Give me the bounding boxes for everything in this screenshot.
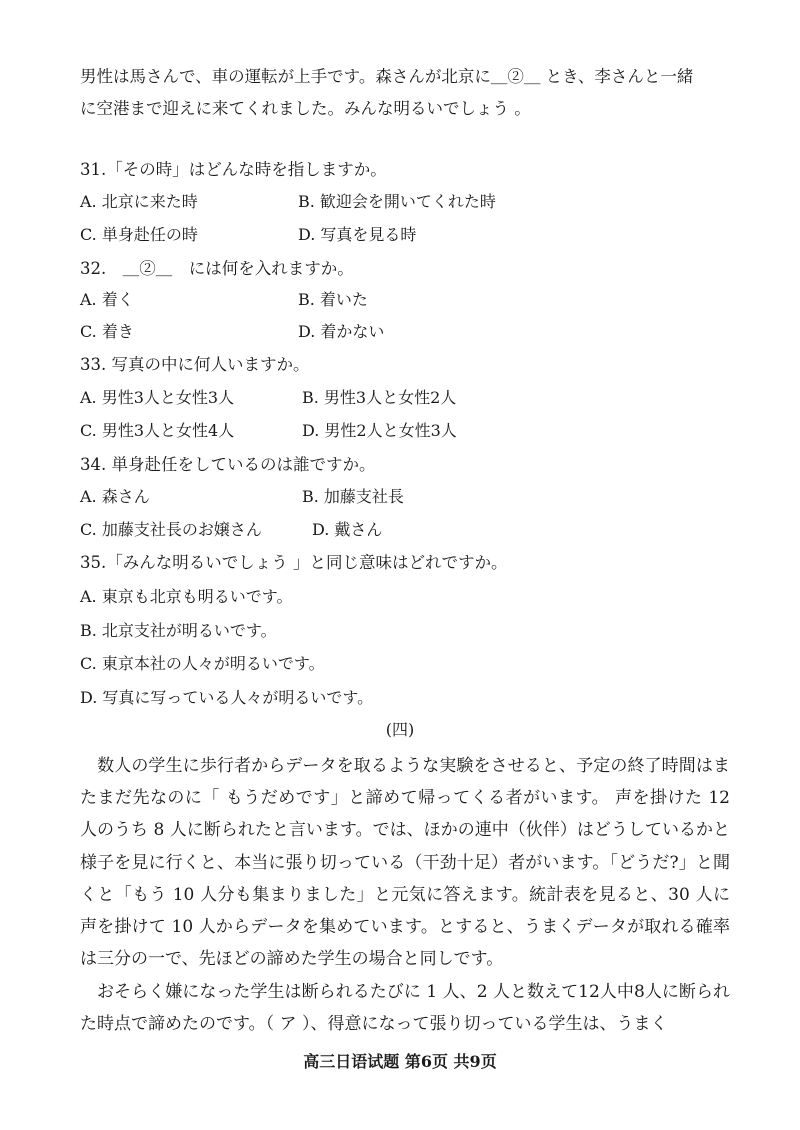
page-footer: 高三日语试题 第6页 共9页 [303, 1052, 497, 1071]
question-31-stem: 31.「その時」はどんな時を指しますか。 [80, 160, 387, 179]
question-35-option-d: D. 写真に写っている人々が明るいです。 [80, 688, 374, 707]
question-32-option-a: A. 着く [80, 290, 134, 309]
question-34-option-b: B. 加藤支社長 [302, 487, 404, 506]
question-34-option-c: C. 加藤支社長のお嬢さん [80, 520, 262, 539]
question-33-stem: 33. 写真の中に何人いますか。 [80, 355, 310, 374]
question-34-option-a: A. 森さん [80, 487, 150, 506]
question-34-option-d: D. 戴さん [312, 520, 383, 539]
intro-line-2: に空港まで迎えに来てくれました。みんな明るいでしょう 。 [80, 99, 531, 118]
question-31-option-c: C. 単身赴任の時 [80, 225, 198, 244]
question-32-option-d: D. 着かない [298, 322, 385, 341]
question-33-option-d: D. 男性2人と女性3人 [302, 421, 457, 440]
question-35-option-c: C. 東京本社の人々が明るいです。 [80, 654, 325, 673]
question-33-option-c: C. 男性3人と女性4人 [80, 421, 235, 440]
question-31-option-b: B. 歓迎会を開いてくれた時 [298, 192, 496, 211]
section-title: (四) [385, 720, 415, 739]
intro-line-1: 男性は馬さんで、車の運転が上手です。森さんが北京に＿②＿ とき、李さんと一緒 [80, 67, 694, 86]
reading-paragraph-1: 数人の学生に歩行者からデータを取るような実験をさせると、予定の終了時間はまたまだ先なのに「 もうだめです」と諦めて帰ってくる者がいます。 声を掛けた 12 人のうち 8 人に断られたと言います。では、ほかの連中（伙伴）はどうしているかと様子を見に行くと、本当に張り切っている（干劲十足）者がいます。「どうだ?」と聞くと「もう 10 人分も集まりました」と元気に答えます。統計表を見ると、30 人に声を掛けて 10 人からデータを集めています。とすると、うまくデータが取れる確率は三分の一で、先ほどの諦めた学生の場合と同しです。 [80, 756, 730, 970]
question-32-option-c: C. 着き [80, 322, 134, 341]
question-33-option-b: B. 男性3人と女性2人 [302, 388, 457, 407]
reading-paragraph-2: おそらく嫌になった学生は断られるたびに 1 人、2 人と数えて12人中8人に断られた時点で諦めたのです。（ ア ）、得意になって張り切っている学生は、うまく [80, 982, 730, 1035]
question-31-option-a: A. 北京に来た時 [80, 192, 198, 211]
question-31-option-d: D. 写真を見る時 [298, 225, 417, 244]
question-34-stem: 34. 単身赴任をしているのは誰ですか。 [80, 455, 376, 474]
question-33-option-a: A. 男性3人と女性3人 [80, 388, 235, 407]
question-35-option-a: A. 東京も北京も明るいです。 [80, 587, 293, 606]
question-32-option-b: B. 着いた [298, 290, 368, 309]
question-35-stem: 35.「みんな明るいでしょう 」と同じ意味はどれですか。 [80, 553, 508, 572]
question-32-stem: 32. ＿②＿ には何を入れますか。 [80, 259, 354, 278]
question-35-option-b: B. 北京支社が明るいです。 [80, 621, 277, 640]
